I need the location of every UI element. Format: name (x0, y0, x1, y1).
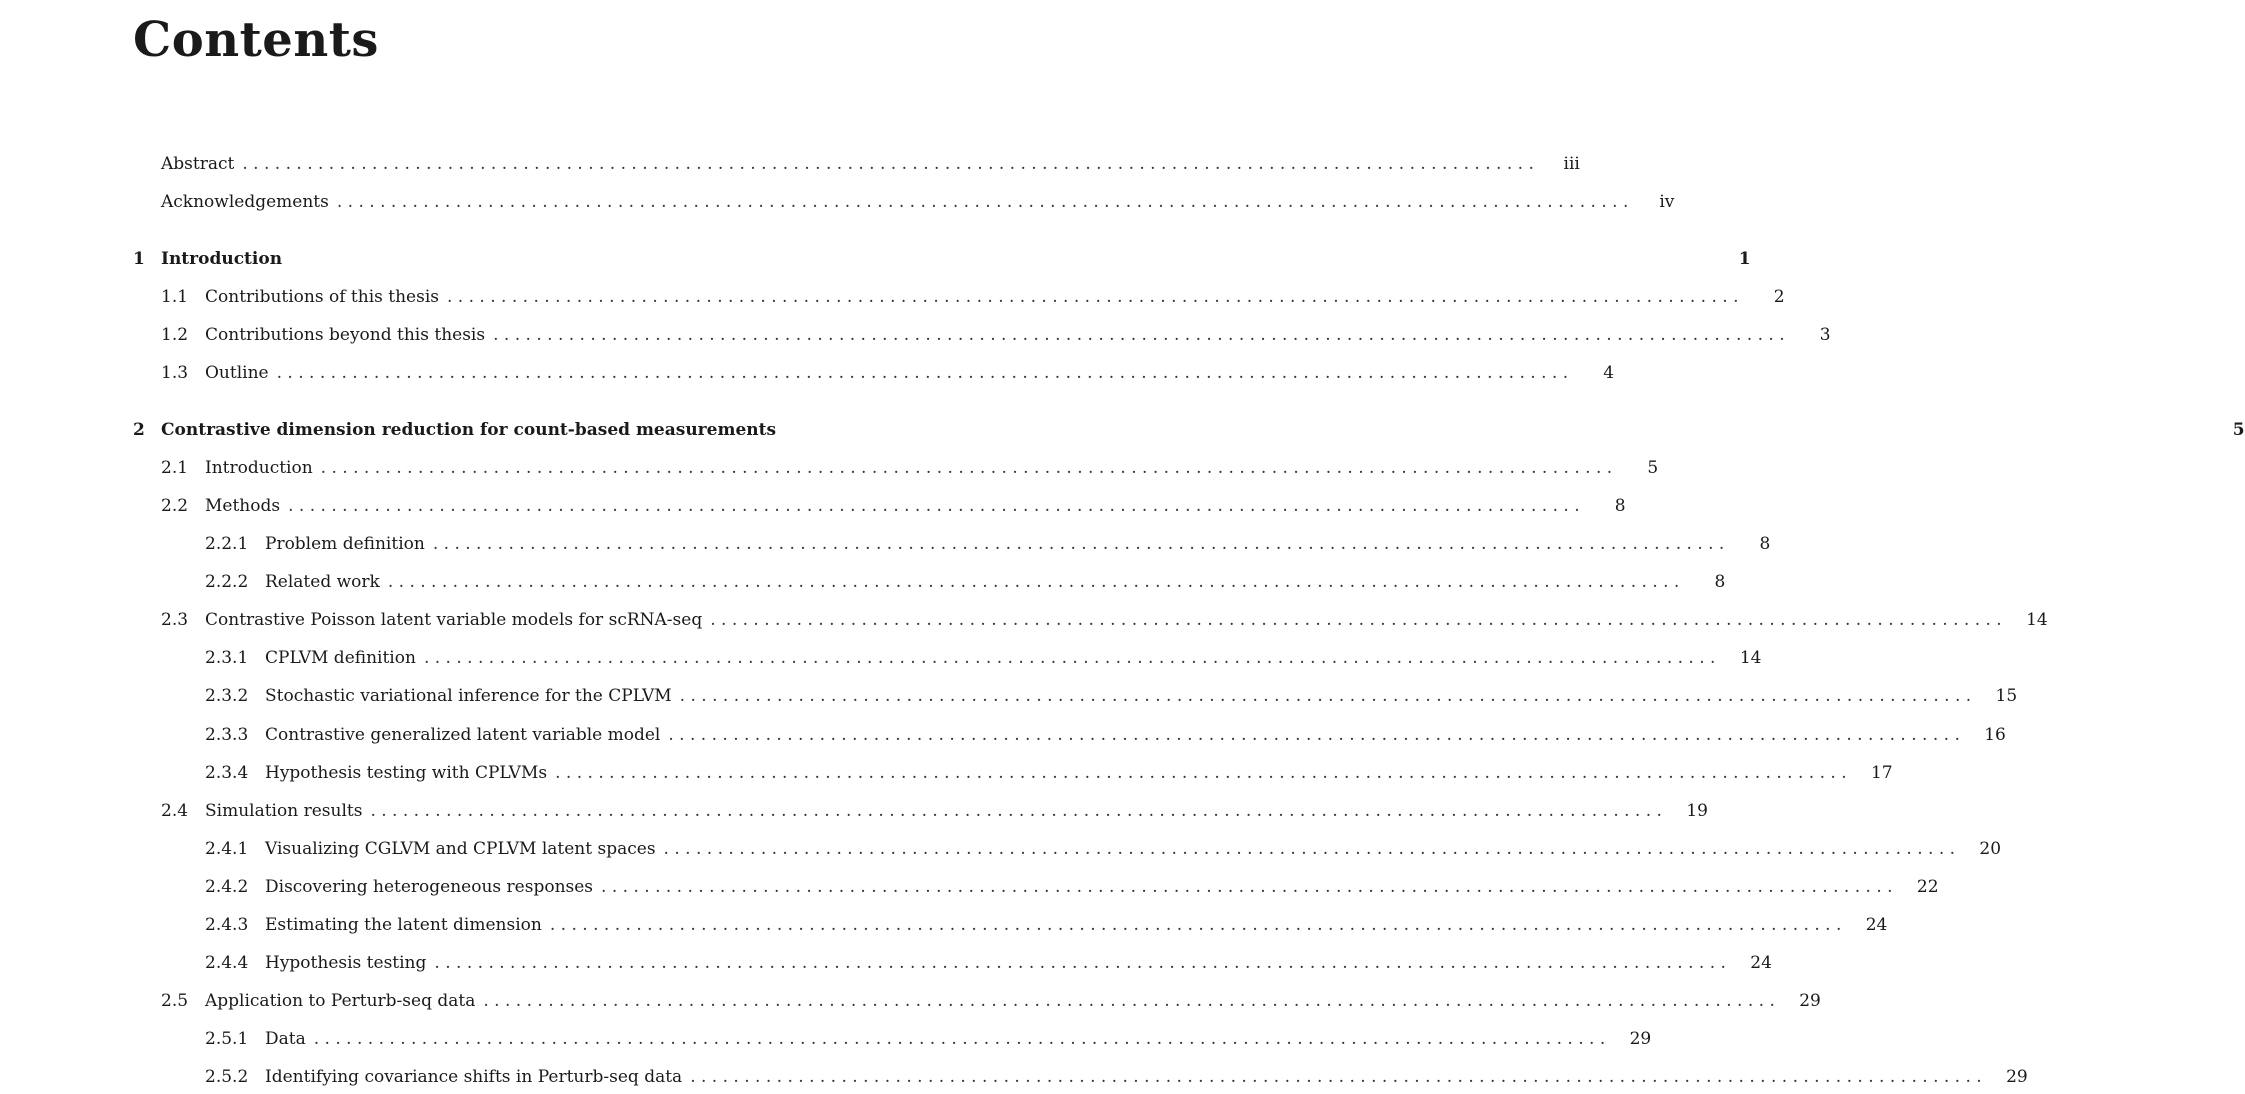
toc-entry-page: 17 (1870, 763, 1893, 783)
toc-section-2-5[interactable] (161, 989, 1821, 1013)
toc-subsection-2-5-2[interactable] (205, 1065, 2028, 1089)
toc-subsection-number: 2.3.1 (205, 648, 249, 668)
toc-section-number: 2.2 (161, 496, 189, 516)
toc-section-title: Introduction (205, 458, 313, 478)
toc-entry-page: 1 (1738, 249, 1751, 269)
dot-leader: . . . . . . . . . . . . . . . . . . . . . . . . . . . . . . . . . . . . . . . . . . . . . . . . . . . . . . . . . . . . . . . . . . . . . . . . . . . . . . . . . . . . . . . . . . . . . . . . . . . . . . . . . . . . . . . . . . . . . . . . (432, 534, 1725, 554)
toc-subsection-2-2-1[interactable] (205, 532, 1771, 556)
toc-entry-page: 22 (1916, 877, 1939, 897)
dot-leader: . . . . . . . . . . . . . . . . . . . . . . . . . . . . . . . . . . . . . . . . . . . . . . . . . . . . . . . . . . . . . . . . . . . . . . . . . . . . . . . . . . . . . . . . . . . . . . . . . . . . . . . . . . . . . . . . . . . . . . . . (601, 877, 1893, 897)
toc-section-title: Outline (205, 363, 269, 383)
dot-leader: . . . . . . . . . . . . . . . . . . . . . . . . . . . . . . . . . . . . . . . . . . . . . . . . . . . . . . . . . . . . . . . . . . . . . . . . . . . . . . . . . . . . . . . . . . . . . . . . . . . . . . . . . . . . . . . . . . . . . . . . (336, 192, 1629, 212)
toc-section-1-2[interactable] (161, 323, 1831, 347)
dot-leader: . . . . . . . . . . . . . . . . . . . . . . . . . . . . . . . . . . . . . . . . . . . . . . . . . . . . . . . . . . . . . . . . . . . . . . . . . . . . . . . . . . . . . . . . . . . . . . . . . . . . . . . . . . . . . . . . . . . . . . . . (493, 325, 1785, 345)
toc-chapter-1[interactable] (133, 247, 1751, 271)
toc-entry-page: 14 (2026, 610, 2048, 630)
toc-subsection-2-5-1[interactable] (205, 1027, 1652, 1051)
toc-entry-page: 19 (1686, 801, 1708, 821)
toc-chapter-2[interactable] (133, 418, 2245, 442)
toc-section-1-1[interactable] (161, 285, 1785, 309)
toc-section-title: Contributions beyond this thesis (205, 325, 486, 345)
toc-subsection-title: Estimating the latent dimension (265, 915, 542, 935)
toc-subsection-number: 2.4.3 (205, 915, 249, 935)
toc-subsection-2-3-1[interactable] (205, 646, 1762, 670)
page-title: Contents (133, 12, 379, 68)
toc-subsection-number: 2.3.2 (205, 686, 249, 706)
toc-subsection-title: Discovering heterogeneous responses (265, 877, 594, 897)
toc-entry-page: 2 (1773, 287, 1785, 307)
toc-entry-page: 5 (2232, 420, 2245, 440)
toc-entry-page: 29 (1799, 991, 1821, 1011)
dot-leader: . . . . . . . . . . . . . . . . . . . . . . . . . . . . . . . . . . . . . . . . . . . . . . . . . . . . . . . . . . . . . . . . . . . . . . . . . . . . . . . . . . . . . . . . . . . . . . . . . . . . . . . . . . . . . . . . . . . . . . . . (370, 801, 1662, 821)
dot-leader: . . . . . . . . . . . . . . . . . . . . . . . . . . . . . . . . . . . . . . . . . . . . . . . . . . . . . . . . . . . . . . . . . . . . . . . . . . . . . . . . . . . . . . . . . . . . . . . . . . . . . . . . . . . . . . . . . . . . . . . . (668, 725, 1960, 745)
dot-leader: . . . . . . . . . . . . . . . . . . . . . . . . . . . . . . . . . . . . . . . . . . . . . . . . . . . . . . . . . . . . . . . . . . . . . . . . . . . . . . . . . . . . . . . . . . . . . . . . . . . . . . . . . . . . . . . . . . . . . . . . (549, 915, 1842, 935)
dot-leader: . . . . . . . . . . . . . . . . . . . . . . . . . . . . . . . . . . . . . . . . . . . . . . . . . . . . . . . . . . . . . . . . . . . . . . . . . . . . . . . . . . . . . . . . . . . . . . . . . . . . . . . . . . . . . . . . . . . . . . . . (387, 572, 1680, 592)
toc-subsection-2-3-2[interactable] (205, 684, 2018, 708)
toc-section-1-3[interactable] (161, 361, 1615, 385)
toc-chapter-number: 1 (133, 249, 145, 269)
toc-entry-page: 8 (1714, 572, 1726, 592)
dot-leader: . . . . . . . . . . . . . . . . . . . . . . . . . . . . . . . . . . . . . . . . . . . . . . . . . . . . . . . . . . . . . . . . . . . . . . . . . . . . . . . . . . . . . . . . . . . . . . . . . . . . . . . . . . . . . . . . . . . . . . . . (313, 1029, 1606, 1049)
toc-chapter-number: 2 (133, 420, 145, 440)
toc-subsection-2-3-3[interactable] (205, 723, 2006, 747)
toc-subsection-2-3-4[interactable] (205, 761, 1893, 785)
toc-entry-page: iv (1659, 192, 1675, 212)
toc-entry-page: 29 (1629, 1029, 1652, 1049)
toc-subsection-2-4-2[interactable] (205, 875, 1939, 899)
dot-leader: . . . . . . . . . . . . . . . . . . . . . . . . . . . . . . . . . . . . . . . . . . . . . . . . . . . . . . . . . . . . . . . . . . . . . . . . . . . . . . . . . . . . . . . . . . . . . . . . . . . . . . . . . . . . . . . . . . . . . . . . (447, 287, 1739, 307)
toc-subsection-number: 2.3.3 (205, 725, 249, 745)
dot-leader: . . . . . . . . . . . . . . . . . . . . . . . . . . . . . . . . . . . . . . . . . . . . . . . . . . . . . . . . . . . . . . . . . . . . . . . . . . . . . . . . . . . . . . . . . . . . . . . . . . . . . . . . . . . . . . . . . . . . . . . . (423, 648, 1716, 668)
toc-entry-page: 4 (1603, 363, 1615, 383)
toc-section-title: Simulation results (205, 801, 363, 821)
toc-section-number: 1.1 (161, 287, 189, 307)
dot-leader: . . . . . . . . . . . . . . . . . . . . . . . . . . . . . . . . . . . . . . . . . . . . . . . . . . . . . . . . . . . . . . . . . . . . . . . . . . . . . . . . . . . . . . . . . . . . . . . . . . . . . . . . . . . . . . . . . . . . . . . . (710, 610, 2002, 630)
toc-section-number: 2.3 (161, 610, 189, 630)
toc-subsection-2-2-2[interactable] (205, 570, 1726, 594)
dot-leader: . . . . . . . . . . . . . . . . . . . . . . . . . . . . . . . . . . . . . . . . . . . . . . . . . . . . . . . . . . . . . . . . . . . . . . . . . . . . . . . . . . . . . . . . . . . . . . . . . . . . . . . . . . . . . . . . . . . . . . . . (434, 953, 1726, 973)
toc-entry-page: 15 (1995, 686, 2018, 706)
toc-subsection-2-4-4[interactable] (205, 951, 1772, 975)
toc-entry-page: 29 (2006, 1067, 2028, 1087)
toc-entry-acknowledgements[interactable] (161, 190, 1675, 214)
toc-subsection-2-4-1[interactable] (205, 837, 2002, 861)
toc-entry-page: 8 (1759, 534, 1771, 554)
toc-subsection-number: 2.4.2 (205, 877, 249, 897)
toc-section-number: 2.5 (161, 991, 189, 1011)
toc-chapter-title: Contrastive dimension reduction for count-based measurements (161, 420, 777, 440)
toc-subsection-number: 2.5.1 (205, 1029, 249, 1049)
toc-subsection-title: Problem definition (265, 534, 425, 554)
dot-leader: . . . . . . . . . . . . . . . . . . . . . . . . . . . . . . . . . . . . . . . . . . . . . . . . . . . . . . . . . . . . . . . . . . . . . . . . . . . . . . . . . . . . . . . . . . . . . . . . . . . . . . . . . . . . . . . . . . . . . . . . (690, 1067, 1982, 1087)
toc-entry-abstract[interactable] (161, 152, 1580, 176)
toc-subsection-number: 2.4.4 (205, 953, 249, 973)
toc-subsection-number: 2.3.4 (205, 763, 249, 783)
toc-entry-page: 5 (1647, 458, 1659, 478)
dot-leader: . . . . . . . . . . . . . . . . . . . . . . . . . . . . . . . . . . . . . . . . . . . . . . . . . . . . . . . . . . . . . . . . . . . . . . . . . . . . . . . . . . . . . . . . . . . . . . . . . . . . . . . . . . . . . . . . . . . . . . . . (483, 991, 1775, 1011)
toc-entry-title: Abstract (161, 154, 235, 174)
toc-subsection-number: 2.2.2 (205, 572, 249, 592)
toc-section-title: Application to Perturb-seq data (205, 991, 476, 1011)
dot-leader: . . . . . . . . . . . . . . . . . . . . . . . . . . . . . . . . . . . . . . . . . . . . . . . . . . . . . . . . . . . . . . . . . . . . . . . . . . . . . . . . . . . . . . . . . . . . . . . . . . . . . . . . . . . . . . . . . . . . . . . . (555, 763, 1847, 783)
toc-entry-page: 24 (1750, 953, 1772, 973)
toc-section-title: Methods (205, 496, 281, 516)
toc-entry-page: 16 (1984, 725, 2006, 745)
toc-subsection-title: Contrastive generalized latent variable model (265, 725, 661, 745)
toc-entry-title: Acknowledgements (161, 192, 329, 212)
toc-subsection-title: Related work (265, 572, 380, 592)
toc-entry-page: 3 (1819, 325, 1831, 345)
toc-subsection-number: 2.4.1 (205, 839, 249, 859)
dot-leader: . . . . . . . . . . . . . . . . . . . . . . . . . . . . . . . . . . . . . . . . . . . . . . . . . . . . . . . . . . . . . . . . . . . . . . . . . . . . . . . . . . . . . . . . . . . . . . . . . . . . . . . . . . . . . . . . . . . . . . . . (276, 363, 1569, 383)
toc-entry-page: 8 (1614, 496, 1626, 516)
toc-section-2-3[interactable] (161, 608, 2048, 632)
toc-entry-page: iii (1563, 154, 1580, 174)
toc-section-number: 1.2 (161, 325, 189, 345)
toc-subsection-title: Identifying covariance shifts in Perturb-seq data (265, 1067, 683, 1087)
toc-section-2-2[interactable] (161, 494, 1626, 518)
toc-chapter-title: Introduction (161, 249, 283, 269)
dot-leader: . . . . . . . . . . . . . . . . . . . . . . . . . . . . . . . . . . . . . . . . . . . . . . . . . . . . . . . . . . . . . . . . . . . . . . . . . . . . . . . . . . . . . . . . . . . . . . . . . . . . . . . . . . . . . . . . . . . . . . . . (320, 458, 1613, 478)
toc-subsection-number: 2.5.2 (205, 1067, 249, 1087)
toc-entry-page: 14 (1739, 648, 1762, 668)
toc-section-2-1[interactable] (161, 456, 1659, 480)
toc-entry-page: 20 (1979, 839, 2002, 859)
dot-leader: . . . . . . . . . . . . . . . . . . . . . . . . . . . . . . . . . . . . . . . . . . . . . . . . . . . . . . . . . . . . . . . . . . . . . . . . . . . . . . . . . . . . . . . . . . . . . . . . . . . . . . . . . . . . . . . . . . . . . . . . (242, 154, 1534, 174)
toc-section-title: Contributions of this thesis (205, 287, 439, 307)
toc-subsection-title: Data (265, 1029, 306, 1049)
toc-section-title: Contrastive Poisson latent variable models for scRNA-seq (205, 610, 703, 630)
toc-subsection-2-4-3[interactable] (205, 913, 1888, 937)
dot-leader: . . . . . . . . . . . . . . . . . . . . . . . . . . . . . . . . . . . . . . . . . . . . . . . . . . . . . . . . . . . . . . . . . . . . . . . . . . . . . . . . . . . . . . . . . . . . . . . . . . . . . . . . . . . . . . . . . . . . . . . . (288, 496, 1580, 516)
toc-subsection-title: Stochastic variational inference for the CPLVM (265, 686, 672, 706)
dot-leader: . . . . . . . . . . . . . . . . . . . . . . . . . . . . . . . . . . . . . . . . . . . . . . . . . . . . . . . . . . . . . . . . . . . . . . . . . . . . . . . . . . . . . . . . . . . . . . . . . . . . . . . . . . . . . . . . . . . . . . . . (679, 686, 1972, 706)
toc-section-number: 2.4 (161, 801, 189, 821)
toc-entry-page: 24 (1865, 915, 1888, 935)
toc-section-number: 1.3 (161, 363, 189, 383)
toc-subsection-title: CPLVM definition (265, 648, 416, 668)
toc-subsection-number: 2.2.1 (205, 534, 249, 554)
toc-subsection-title: Hypothesis testing (265, 953, 427, 973)
toc-section-2-4[interactable] (161, 799, 1708, 823)
toc-subsection-title: Visualizing CGLVM and CPLVM latent spaces (265, 839, 656, 859)
toc-section-number: 2.1 (161, 458, 189, 478)
dot-leader: . . . . . . . . . . . . . . . . . . . . . . . . . . . . . . . . . . . . . . . . . . . . . . . . . . . . . . . . . . . . . . . . . . . . . . . . . . . . . . . . . . . . . . . . . . . . . . . . . . . . . . . . . . . . . . . . . . . . . . . . (663, 839, 1956, 859)
toc-subsection-title: Hypothesis testing with CPLVMs (265, 763, 548, 783)
